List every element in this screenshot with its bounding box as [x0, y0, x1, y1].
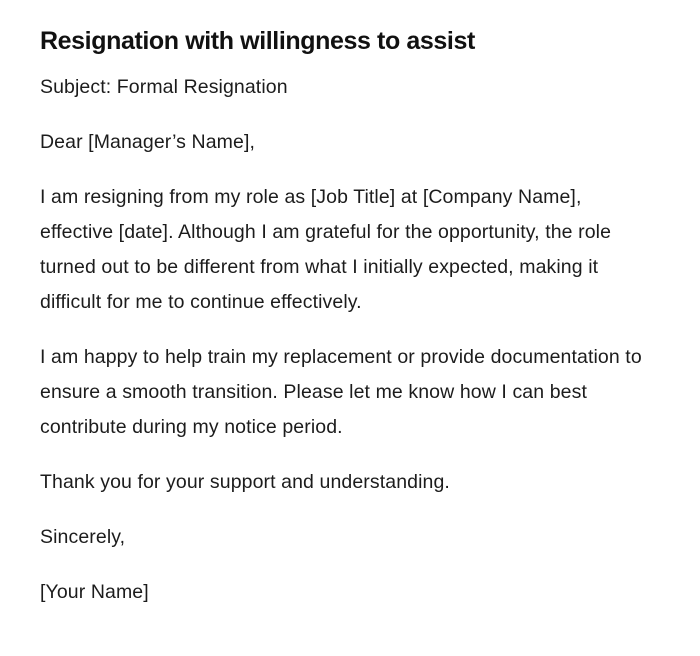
body-paragraph-2: I am happy to help train my replacement or provide documentation to ensure a smooth transition. Please let me know how I can best contribute during my notice period.	[40, 346, 642, 438]
signature-placeholder: [Your Name]	[40, 581, 149, 603]
closing-line: Sincerely,	[40, 526, 126, 548]
salutation: Dear [Manager’s Name],	[40, 131, 255, 153]
letter-document	[40, 24, 660, 630]
body-paragraph-1: I am resigning from my role as [Job Title] at [Company Name], effective [date]. Although I am grateful for the opportunity, the role turned out to be different from what I initially expected, making it difficult for me to continue effectively.	[40, 186, 612, 313]
thanks-line: Thank you for your support and understanding.	[40, 471, 450, 493]
document-title: Resignation with willingness to assist	[40, 27, 475, 55]
subject-line: Subject: Formal Resignation	[40, 76, 288, 98]
